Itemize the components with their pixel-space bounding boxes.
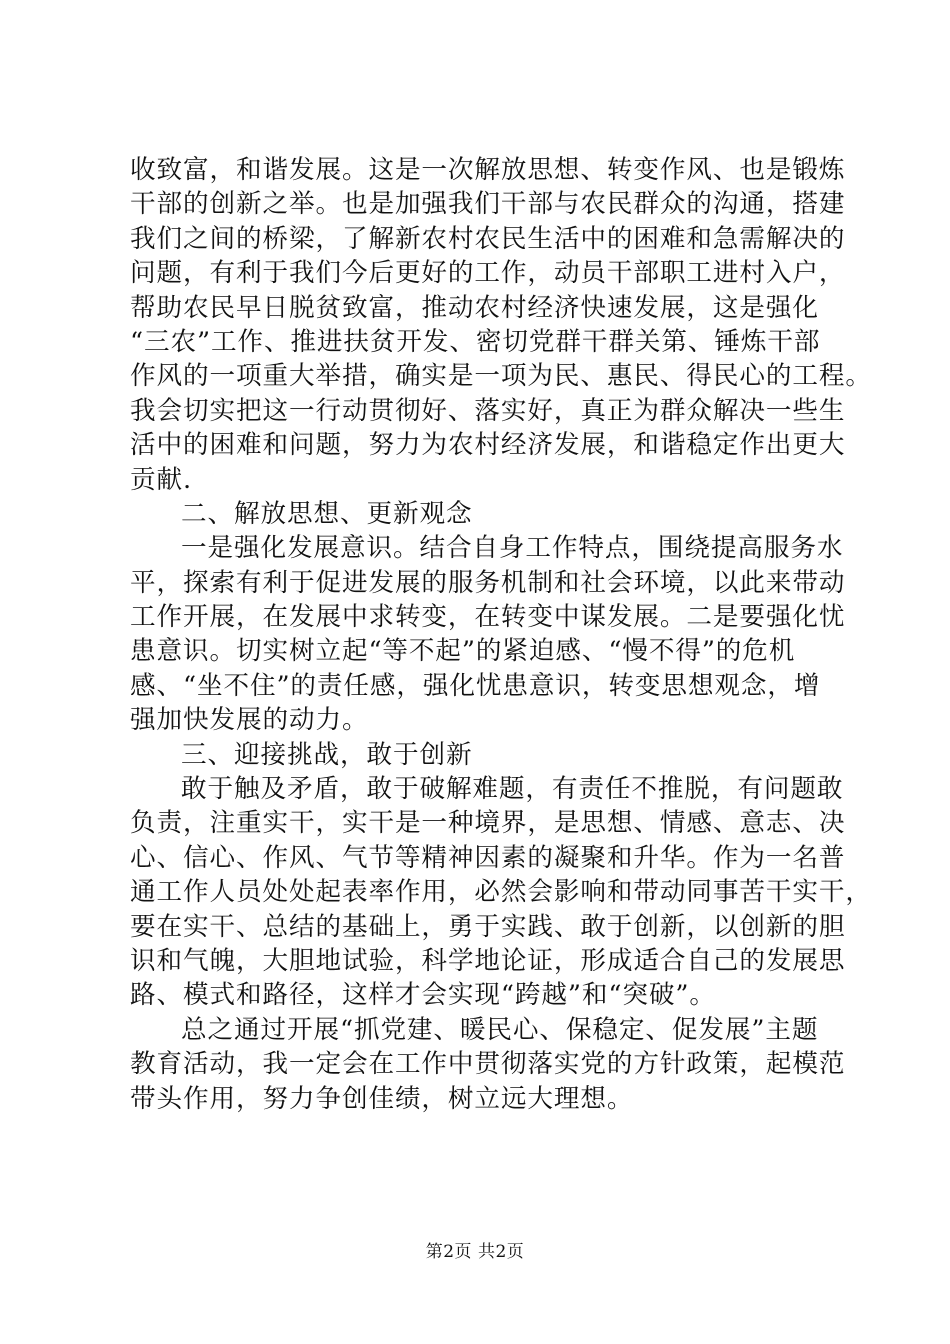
text-line: 收致富，和谐发展。这是一次解放思想、转变作风、也是锻炼 [130, 155, 846, 185]
text-line: “三农”工作、推进扶贫开发、密切党群干群关第、锤炼干部 [130, 326, 821, 357]
text-line: 我会切实把这一行动贯彻好、落实好，真正为群众解决一些生 [130, 395, 846, 426]
text-line: 要在实干、总结的基础上，勇于实践、敢于创新，以创新的胆 [130, 911, 846, 942]
text-line: 敢于触及矛盾，敢于破解难题，有责任不推脱，有问题敢 [181, 774, 844, 805]
text-line: 帮助农民早日脱贫致富，推动农村经济快速发展，这是强化 [130, 292, 819, 323]
text-line: 二、解放思想、更新观念 [181, 498, 473, 529]
text-line: 心、信心、作风、气节等精神因素的凝聚和升华。作为一名普 [130, 842, 846, 873]
text-line: 干部的创新之举。也是加强我们干部与农民群众的沟通，搭建 [130, 189, 846, 220]
text-line: 问题，有利于我们今后更好的工作，动员干部职工进村入户， [130, 258, 846, 289]
text-line: 活中的困难和问题，努力为农村经济发展，和谐稳定作出更大 [130, 430, 846, 461]
document-body [130, 153, 872, 1116]
text-line: 三、迎接挑战，敢于创新 [181, 739, 473, 770]
text-line: 强加快发展的动力。 [130, 705, 369, 736]
text-line: 我们之间的桥梁，了解新农村农民生活中的困难和急需解决的 [130, 223, 846, 254]
text-line: 路、模式和路径，这样才会实现“跨越”和“突破”。 [130, 980, 716, 1011]
text-line: 平，探索有利于促进发展的服务机制和社会环境，以此来带动 [130, 567, 846, 598]
text-line: 作风的一项重大举措，确实是一项为民、惠民、得民心的工程。 [130, 361, 872, 392]
text-line: 贡献. [130, 464, 193, 495]
text-line: 总之通过开展“抓党建、暖民心、保稳定、促发展”主题 [181, 1014, 819, 1045]
text-line: 感、“坐不住”的责任感，强化忧患意识，转变思想观念，增 [130, 670, 821, 701]
text-line: 识和气魄，大胆地试验，科学地论证，形成适合自己的发展思 [130, 945, 846, 976]
text-line: 教育活动，我一定会在工作中贯彻落实党的方针政策，起模范 [130, 1049, 846, 1080]
text-line: 工作开展，在发展中求转变，在转变中谋发展。二是要强化忧 [130, 602, 846, 633]
text-line: 带头作用，努力争创佳绩，树立远大理想。 [130, 1083, 634, 1114]
text-line: 通工作人员处处起表率作用，必然会影响和带动同事苦干实干， [130, 877, 872, 908]
text-line: 患意识。切实树立起“等不起”的紧迫感、“慢不得”的危机 [130, 636, 796, 667]
text-line: 负责，注重实干，实干是一种境界，是思想、情感、意志、决 [130, 808, 846, 839]
page-footer: 第2页 共2页 [425, 1242, 525, 1262]
text-line: 一是强化发展意识。结合自身工作特点，围绕提高服务水 [181, 533, 844, 564]
